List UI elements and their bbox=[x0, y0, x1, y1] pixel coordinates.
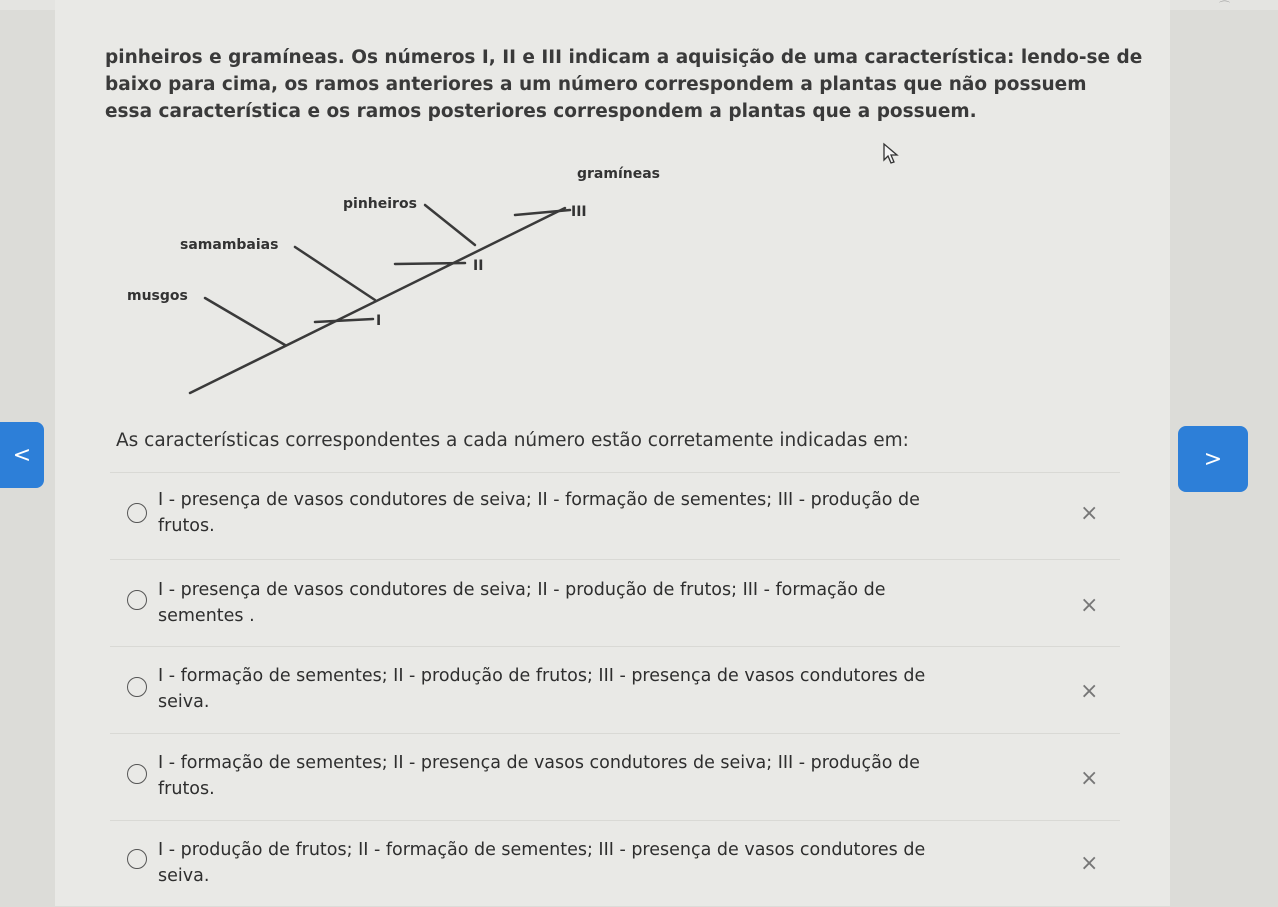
label-gramineas: gramíneas bbox=[577, 166, 661, 182]
top-corner-icon: ⌒ bbox=[1219, 0, 1230, 13]
chevron-right-icon: > bbox=[1203, 446, 1223, 472]
label-pinheiros: pinheiros bbox=[343, 196, 417, 212]
answer-option[interactable] bbox=[110, 820, 1120, 907]
close-x-icon[interactable]: × bbox=[1080, 501, 1099, 526]
option-text-line: I - formação de sementes; II - presença de vasos condutores de seiva; III - produção de bbox=[158, 753, 920, 773]
answer-options bbox=[110, 472, 1120, 907]
answer-option[interactable] bbox=[110, 646, 1120, 733]
close-x-icon[interactable]: × bbox=[1080, 679, 1099, 704]
previous-button[interactable] bbox=[0, 422, 44, 488]
intro-line: essa característica e os ramos posteriores correspondem a plantas que a possuem. bbox=[105, 101, 977, 122]
cladogram-diagram bbox=[110, 150, 710, 410]
option-text-line: frutos. bbox=[158, 779, 215, 799]
marker-ii: II bbox=[473, 258, 484, 274]
answer-option[interactable] bbox=[110, 559, 1120, 646]
mouse-pointer-icon bbox=[882, 142, 902, 170]
option-text-line: frutos. bbox=[158, 516, 215, 536]
intro-line: baixo para cima, os ramos anteriores a um número correspondem a plantas que não possuem bbox=[105, 74, 1087, 95]
intro-line: pinheiros e gramíneas. Os números I, II e III indicam a aquisição de uma característica: lendo-se de bbox=[105, 47, 1143, 68]
option-text-line: I - formação de sementes; II - produção de frutos; III - presença de vasos condutores de bbox=[158, 666, 926, 686]
label-samambaias: samambaias bbox=[180, 237, 279, 253]
marker-iii: III bbox=[571, 204, 587, 220]
option-text-line: seiva. bbox=[158, 692, 210, 712]
radio-circle-icon[interactable] bbox=[127, 764, 147, 784]
branch-musgos bbox=[205, 298, 285, 345]
option-text-line: I - presença de vasos condutores de seiva; II - formação de sementes; III - produção de bbox=[158, 490, 920, 510]
marker-i: I bbox=[376, 313, 382, 329]
label-musgos: musgos bbox=[127, 288, 188, 304]
answer-option[interactable] bbox=[110, 472, 1120, 559]
marker-line-i bbox=[315, 319, 373, 322]
radio-circle-icon[interactable] bbox=[127, 849, 147, 869]
chevron-left-icon: < bbox=[12, 442, 32, 468]
question-intro bbox=[105, 44, 1145, 125]
option-text-line: I - produção de frutos; II - formação de sementes; III - presença de vasos condutores de bbox=[158, 840, 926, 860]
close-x-icon[interactable]: × bbox=[1080, 851, 1099, 876]
option-text-line: seiva. bbox=[158, 866, 210, 886]
next-button[interactable] bbox=[1178, 426, 1248, 492]
branch-pinheiros bbox=[425, 205, 475, 245]
question-prompt: As características correspondentes a cada número estão corretamente indicadas em: bbox=[116, 430, 909, 451]
marker-line-ii bbox=[395, 263, 465, 264]
close-x-icon[interactable]: × bbox=[1080, 766, 1099, 791]
answer-option[interactable] bbox=[110, 733, 1120, 820]
radio-circle-icon[interactable] bbox=[127, 677, 147, 697]
trunk-line bbox=[190, 208, 565, 393]
option-text-line: sementes . bbox=[158, 606, 255, 626]
radio-circle-icon[interactable] bbox=[127, 503, 147, 523]
radio-circle-icon[interactable] bbox=[127, 590, 147, 610]
option-text-line: I - presença de vasos condutores de seiva; II - produção de frutos; III - formação de bbox=[158, 580, 886, 600]
branch-samambaias bbox=[295, 247, 375, 300]
close-x-icon[interactable]: × bbox=[1080, 593, 1099, 618]
marker-line-iii bbox=[515, 210, 570, 215]
